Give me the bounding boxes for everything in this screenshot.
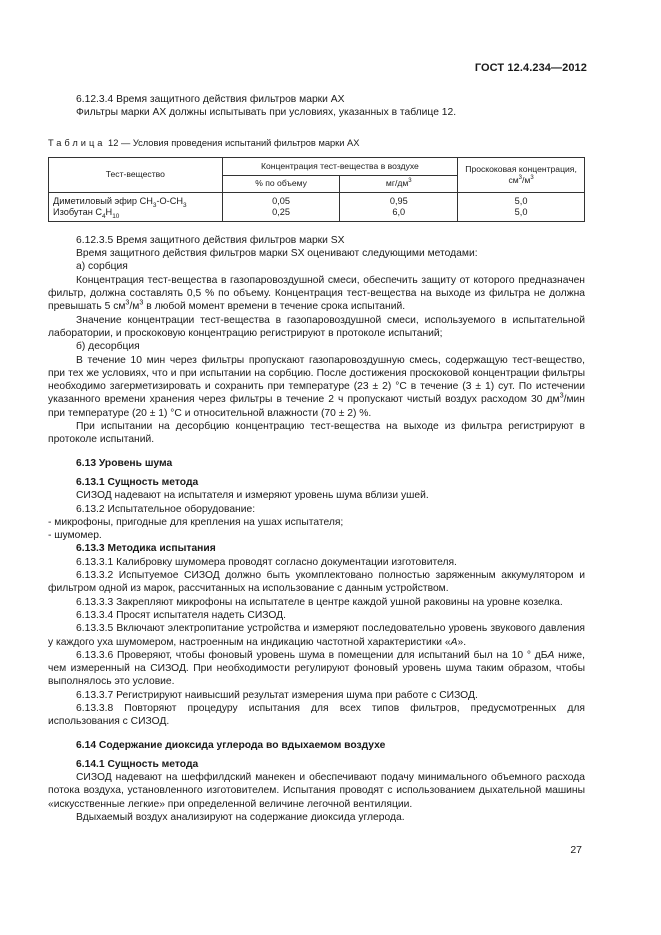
paragraph: При испытании на десорбцию концентрацию тест-вещества на выходе из фильтра регистрируют в протоколе испытаний. [48,421,585,446]
th-breakthrough-unit: /м [522,174,531,185]
paragraph [48,354,585,420]
cell-substances [49,192,223,221]
section-6-12-3-5-title: 6.12.3.5 Время защитного действия фильтров марки SX [76,234,345,246]
sup: 3 [530,175,534,182]
text: ». [457,636,467,648]
paragraph: 6.13.3.3 Закрепляют микрофоны на испытателе в центре каждой ушной раковины на уровне козелка. [76,596,563,608]
th-concentration: Концентрация тест-вещества в воздухе [222,157,457,175]
text: /м [129,301,140,313]
th-breakthrough [458,157,585,192]
section-6-13-title: 6.13 Уровень шума [76,457,173,469]
th-breakthrough-text: Проскоковая концентрация, см [465,163,577,185]
value: 6,0 [392,206,406,217]
paragraph: 6.13.3.8 Повторяют процедуру испытания для всех типов фильтров, предусмотренных для использования с СИЗОД. [48,702,585,728]
r1-name: Диметиловый эфир СН [53,195,153,206]
sub: 3 [152,201,157,209]
section-6-14-1-title: 6.14.1 Сущность метода [76,758,199,770]
text: в любой момент времени в течение срока испытаний. [143,301,406,313]
sup: 3 [125,297,130,307]
section-6-13-3-title: 6.13.3 Методика испытания [76,543,216,555]
document-body [48,93,585,824]
r2-name: Изобутан С [53,206,102,217]
section-6-12-3-4-title: 6.12.3.4 Время защитного действия фильтров марки АХ [76,94,345,105]
text: Концентрация тест-вещества в газопаровоздушной смеси, обеспечить защиту от которого предназначен фильтр, должна составлять 0,5 % по объему. Концентрация тест-вещества на выходе из фильтра не должна превышать 5 см [48,274,585,313]
section-6-14-title: 6.14 Содержание диоксида углерода во вдыхаемом воздухе [76,739,386,751]
paragraph: Время защитного действия фильтров марки SX оценивают следующими методами: [76,248,478,260]
italic-a: А [547,649,555,661]
paragraph: Вдыхаемый воздух анализируют на содержание диоксида углерода. [76,812,405,824]
text: 6.13.3.5 Включают электропитание устройства и измеряют последовательно уровень звукового давления у каждого уха шумомером, настроенным на индикацию частотной характеристики « [48,623,585,648]
text: ниже, чем измеренный на СИЗОД. При необходимости регулируют фоновый уровень шума таким образом, чтобы выполнялось это условие. [48,649,585,688]
page-number: 27 [570,844,582,856]
sub: 3 [183,201,187,209]
sup: 3 [518,175,523,182]
th-mg-text: мг/дм [385,178,409,189]
th-test-substance: Тест-вещество [49,157,223,192]
paragraph [48,274,585,314]
section-6-13-1-title: 6.13.1 Сущность метода [76,476,199,488]
paragraph: СИЗОД надевают на испытателя и измеряют уровень шума вблизи ушей. [76,490,429,502]
paragraph: Значение концентрации тест-вещества в газопаровоздушной смеси, используемого в испытательной лаборатории, и проскоковую концентрацию регистрируют в протоколе испытаний; [48,314,585,339]
r1-mid: -О-СН [156,195,184,206]
sub: 4 [101,212,106,220]
sub: 10 [112,212,120,220]
table-caption-prefix: Таблица [48,137,106,148]
list-item: - микрофоны, пригодные для крепления на ушах испытателя; [48,516,344,528]
text: В течение 10 мин через фильтры пропускают газопаровоздушную смесь, содержащую тест-вещество, при тех же условиях, что и при испытании на сорбцию. После достижения проскоковой концентрации фильтры необходимо загерметизировать и сохранить при температуре (23 ± 2) °С в течение (3 ± 1) сут. По истечении указанного времени хранения через фильтры в течение 2 ч пропускают чистый воздух расходом 30 дм [48,354,585,406]
th-percent-volume: % по объему [222,175,340,192]
value: 0,25 [272,206,290,217]
section-6-12-3-4-text: Фильтры марки АХ должны испытывать при условиях, указанных в таблице 12. [76,107,457,119]
paragraph: 6.13.3.7 Регистрируют наивысший результат измерения шума при работе с СИЗОД. [76,689,478,701]
r2-h: Н [105,206,113,217]
value: 0,05 [272,195,290,206]
paragraph: 6.13.3.4 Просят испытателя надеть СИЗОД. [76,609,286,621]
doc-code-header: ГОСТ 12.4.234—2012 [474,62,587,74]
paragraph: 6.13.3.1 Калибровку шумомера проводят согласно документации изготовителя. [76,556,457,568]
value: 5,0 [514,206,528,217]
value: 0,95 [389,195,408,206]
table-12 [48,157,585,222]
text: /мин при температуре (20 ± 1) °С и относительной влажности (70 ± 2) %. [48,394,585,419]
table-12-caption [48,137,585,150]
sup: 3 [559,391,564,401]
list-item-desorption: б) десорбция [76,341,140,353]
paragraph [48,622,585,649]
substance-dimethyl-ether [53,196,218,207]
italic-a: А [450,636,458,648]
substance-isobutane [53,207,218,218]
cell-breakthrough [458,192,585,221]
list-item-sorption: а) сорбция [76,261,128,273]
paragraph: СИЗОД надевают на шеффилдский манекен и обеспечивают подачу минимального объемного расхода потока воздуха, установленного изготовителем. Испытания проводят с использованием дыхательной машины «искусственные легкие» при определенной величине легочной вентиляции. [48,772,585,810]
paragraph: 6.13.3.2 Испытуемое СИЗОД должно быть укомплектовано полностью заряженным аккумулятором и фильтром одной из марок, рассчитанных на использование с данным устройством. [48,570,585,595]
th-mg-dm3 [340,175,458,192]
table-caption-text: 12 — Условия проведения испытаний фильтров марки АХ [108,137,360,148]
cell-mg [340,192,458,221]
sup: 3 [408,178,412,185]
cell-percent [222,192,340,221]
section-6-13-2-title: 6.13.2 Испытательное оборудование: [76,503,256,515]
paragraph [48,649,585,689]
text: 6.13.3.6 Проверяют, чтобы фоновый уровень шума в помещении для испытаний был на 10 ° дБ [76,649,548,661]
list-item: - шумомер. [48,530,102,542]
value: 5,0 [514,195,528,206]
sup: 3 [139,297,144,307]
